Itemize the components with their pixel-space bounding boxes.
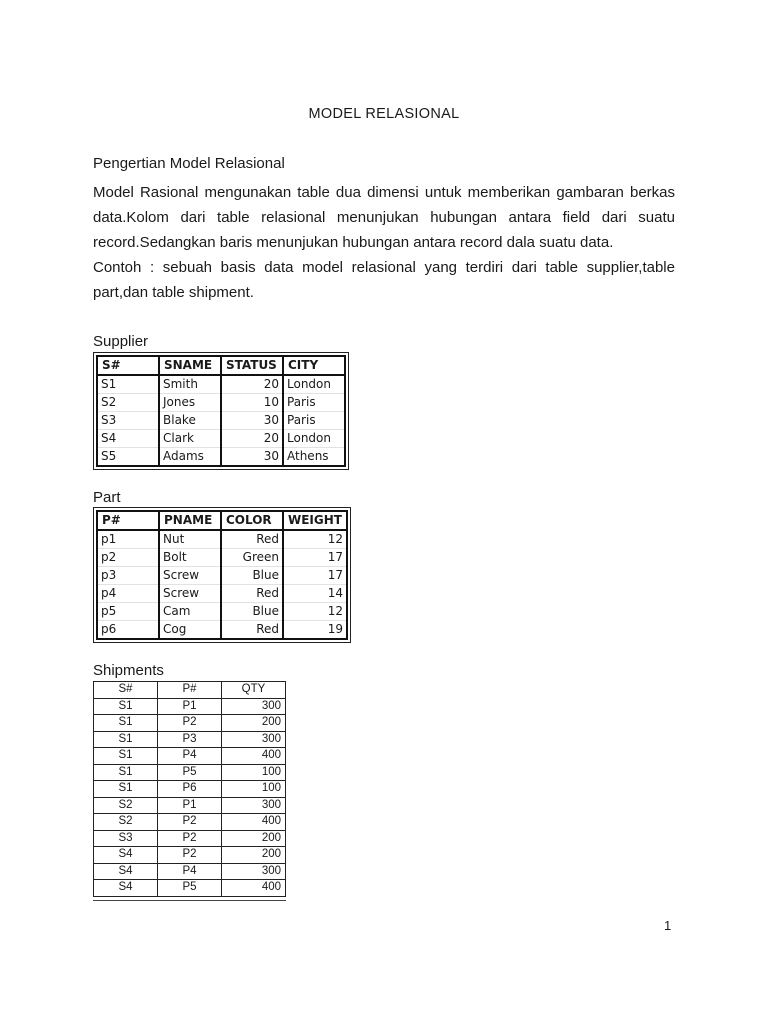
column-header: PNAME <box>159 511 221 530</box>
table-cell: 20 <box>221 430 283 448</box>
table-cell: Paris <box>283 412 345 430</box>
table-cell: Smith <box>159 375 221 394</box>
table-cell: p3 <box>97 567 159 585</box>
supplier-table <box>96 355 346 467</box>
table-cell: 400 <box>222 880 286 897</box>
supplier-table-frame <box>93 352 349 470</box>
table-cell: S1 <box>94 698 158 715</box>
table-row <box>94 863 286 880</box>
table-header-row <box>97 511 347 530</box>
table-cell: P2 <box>158 830 222 847</box>
table-row <box>94 880 286 897</box>
table-row <box>97 412 345 430</box>
body-text <box>93 180 675 305</box>
table-cell: 200 <box>222 830 286 847</box>
table-cell: Adams <box>159 448 221 467</box>
table-cell: S1 <box>94 715 158 732</box>
table-cell: S4 <box>94 847 158 864</box>
table-cell: S2 <box>94 797 158 814</box>
table-cell: 300 <box>222 698 286 715</box>
table-row <box>97 603 347 621</box>
table-cell: Jones <box>159 394 221 412</box>
table-cell: P5 <box>158 880 222 897</box>
table-cell: 100 <box>222 764 286 781</box>
table-cell: P5 <box>158 764 222 781</box>
part-table-frame <box>93 507 351 643</box>
shipments-table <box>93 681 286 897</box>
table-cell: 300 <box>222 863 286 880</box>
table-cell: 400 <box>222 814 286 831</box>
table-cell: 12 <box>283 530 347 549</box>
table-cell: P2 <box>158 715 222 732</box>
table-cell: 14 <box>283 585 347 603</box>
table-cell: Blake <box>159 412 221 430</box>
table-cell: P4 <box>158 748 222 765</box>
column-header: SNAME <box>159 356 221 375</box>
table-cell: S4 <box>97 430 159 448</box>
table-cell: P3 <box>158 731 222 748</box>
column-header: S# <box>97 356 159 375</box>
table-cell: Blue <box>221 567 283 585</box>
table-cell: Screw <box>159 585 221 603</box>
column-header: S# <box>94 682 158 699</box>
table-cell: p1 <box>97 530 159 549</box>
table-cell: P2 <box>158 814 222 831</box>
column-header: STATUS <box>221 356 283 375</box>
shipments-label: Shipments <box>93 662 164 679</box>
table-cell: S4 <box>94 880 158 897</box>
table-cell: S4 <box>94 863 158 880</box>
table-cell: 12 <box>283 603 347 621</box>
table-cell: P1 <box>158 797 222 814</box>
paragraph: Contoh : sebuah basis data model relasional yang terdiri dari table supplier,table part,dan table shipment. <box>93 259 675 301</box>
table-cell: p2 <box>97 549 159 567</box>
table-row <box>94 847 286 864</box>
table-cell: p5 <box>97 603 159 621</box>
table-cell: p4 <box>97 585 159 603</box>
table-row <box>94 731 286 748</box>
table-cell: S1 <box>94 748 158 765</box>
table-row <box>94 830 286 847</box>
column-header: P# <box>158 682 222 699</box>
table-cell: Green <box>221 549 283 567</box>
table-cell: Paris <box>283 394 345 412</box>
column-header: CITY <box>283 356 345 375</box>
table-cell: Cam <box>159 603 221 621</box>
column-header: COLOR <box>221 511 283 530</box>
table-row <box>94 814 286 831</box>
table-cell: P1 <box>158 698 222 715</box>
column-header: QTY <box>222 682 286 699</box>
part-table <box>96 510 348 640</box>
table-row <box>94 715 286 732</box>
page-number: 1 <box>664 918 672 933</box>
table-cell: S1 <box>94 764 158 781</box>
table-row <box>94 748 286 765</box>
table-cell: 17 <box>283 549 347 567</box>
table-cell: London <box>283 375 345 394</box>
table-cell: London <box>283 430 345 448</box>
table-header-row <box>97 356 345 375</box>
table-row <box>97 621 347 640</box>
table-cell: 200 <box>222 715 286 732</box>
table-row <box>94 698 286 715</box>
table-cell: S1 <box>97 375 159 394</box>
table-cell: 100 <box>222 781 286 798</box>
table-row <box>97 585 347 603</box>
table-cell: P6 <box>158 781 222 798</box>
table-cell: P2 <box>158 847 222 864</box>
document-title: MODEL RELASIONAL <box>308 106 460 122</box>
supplier-label: Supplier <box>93 333 149 350</box>
table-row <box>97 567 347 585</box>
table-cell: Blue <box>221 603 283 621</box>
table-cell: p6 <box>97 621 159 640</box>
table-cell: S1 <box>94 731 158 748</box>
table-row <box>97 448 345 467</box>
table-cell: Red <box>221 585 283 603</box>
table-cell: Cog <box>159 621 221 640</box>
table-cell: S1 <box>94 781 158 798</box>
table-row <box>97 394 345 412</box>
table-row <box>94 797 286 814</box>
table-cell: S3 <box>97 412 159 430</box>
table-row <box>97 430 345 448</box>
table-cell: 10 <box>221 394 283 412</box>
table-cell: 20 <box>221 375 283 394</box>
table-cell: 17 <box>283 567 347 585</box>
table-cell: Red <box>221 530 283 549</box>
table-cell: 300 <box>222 731 286 748</box>
table-cell: Nut <box>159 530 221 549</box>
table-bottom-rule <box>93 900 286 901</box>
table-cell: 400 <box>222 748 286 765</box>
table-cell: 30 <box>221 412 283 430</box>
column-header: P# <box>97 511 159 530</box>
table-row <box>97 375 345 394</box>
table-row <box>94 781 286 798</box>
table-cell: 200 <box>222 847 286 864</box>
table-row <box>97 549 347 567</box>
table-row <box>94 764 286 781</box>
part-label: Part <box>93 489 121 506</box>
table-row <box>97 530 347 549</box>
table-cell: 19 <box>283 621 347 640</box>
table-cell: S3 <box>94 830 158 847</box>
table-cell: S5 <box>97 448 159 467</box>
table-cell: Athens <box>283 448 345 467</box>
section-heading: Pengertian Model Relasional <box>93 155 285 172</box>
table-cell: 30 <box>221 448 283 467</box>
table-cell: S2 <box>94 814 158 831</box>
table-cell: Screw <box>159 567 221 585</box>
table-header-row <box>94 682 286 699</box>
table-cell: Clark <box>159 430 221 448</box>
table-cell: 300 <box>222 797 286 814</box>
column-header: WEIGHT <box>283 511 347 530</box>
paragraph: Model Rasional mengunakan table dua dimensi untuk memberikan gambaran berkas data.Kolom dari table relasional menunjukan hubungan antara field dari suatu record.Sedangkan baris menunjukan hubungan antara record dala suatu data. <box>93 184 675 251</box>
table-cell: S2 <box>97 394 159 412</box>
table-cell: Bolt <box>159 549 221 567</box>
table-cell: Red <box>221 621 283 640</box>
table-cell: P4 <box>158 863 222 880</box>
